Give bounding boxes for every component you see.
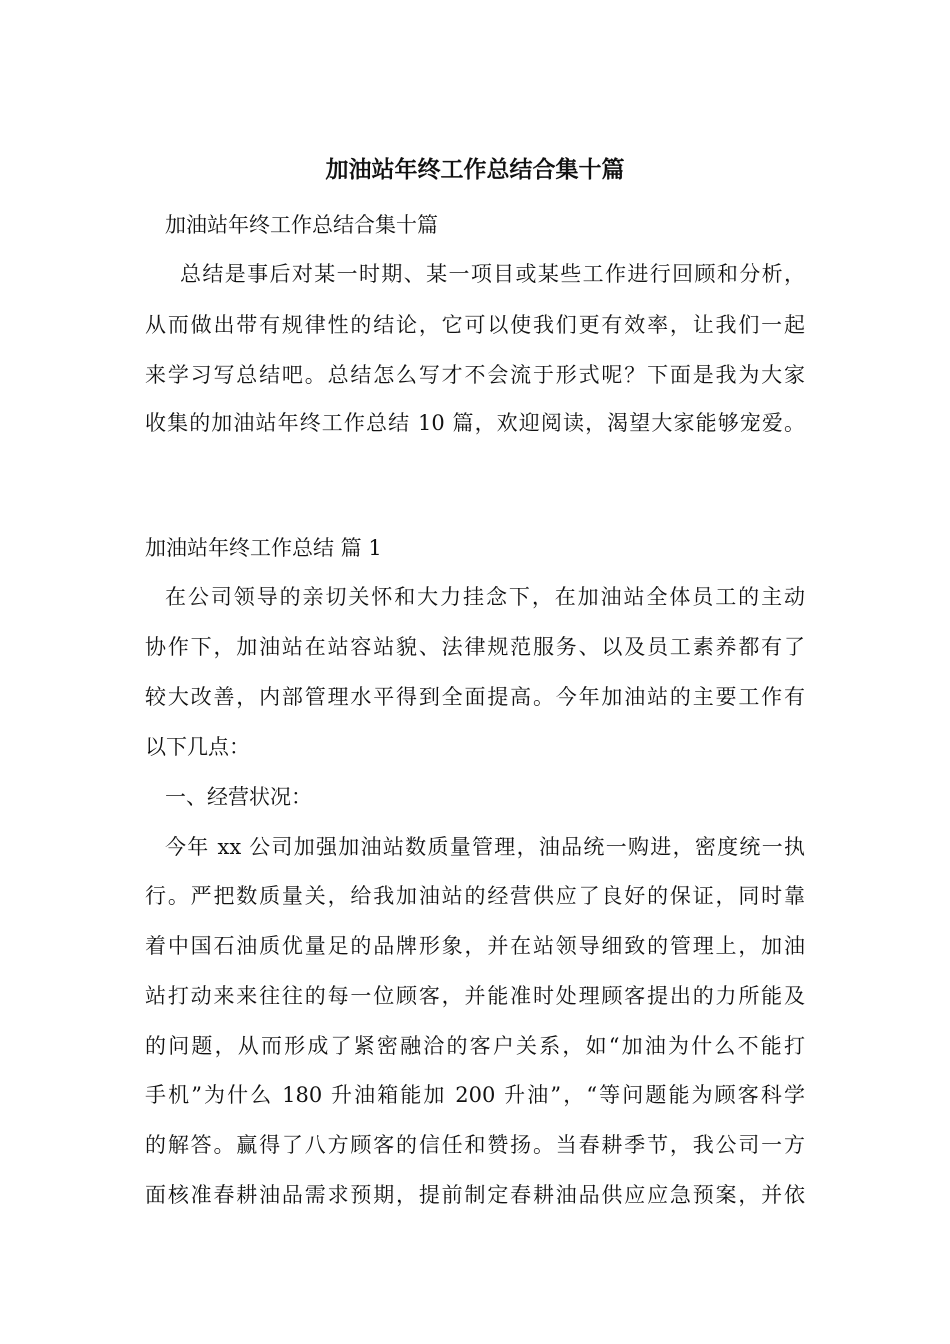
para1-line-3: 较大改善，内部管理水平得到全面提高。今年加油站的主要工作有 [145, 685, 805, 709]
para2-line-5: 的问题，从而形成了紧密融洽的客户关系，如“加油为什么不能打 [145, 1034, 805, 1058]
para1-line-2: 协作下，加油站在站容站貌、法律规范服务、以及员工素养都有了 [145, 635, 805, 659]
para2-line-3: 着中国石油质优量足的品牌形象，并在站领导细致的管理上，加油 [145, 934, 805, 958]
para2-line-6: 手机”为什么 180 升油箱能加 200 升油”，“等问题能为顾客科学 [145, 1083, 805, 1107]
section-heading: 加油站年终工作总结 篇 1 [145, 536, 382, 560]
document-title: 加油站年终工作总结合集十篇 [325, 157, 625, 183]
subheading: 一、经营状况： [165, 785, 312, 809]
intro-line-2: 从而做出带有规律性的结论，它可以使我们更有效率，让我们一起 [145, 313, 805, 337]
para2-line-1: 今年 xx 公司加强加油站数质量管理，油品统一购进，密度统一执 [165, 835, 805, 859]
document-subtitle: 加油站年终工作总结合集十篇 [165, 213, 438, 237]
intro-line-1: 总结是事后对某一时期、某一项目或某些工作进行回顾和分析， [180, 262, 805, 286]
para2-line-2: 行。严把数质量关，给我加油站的经营供应了良好的保证，同时靠 [145, 884, 805, 908]
para2-line-8: 面核准春耕油品需求预期，提前制定春耕油品供应应急预案，并依 [145, 1183, 805, 1207]
para2-line-4: 站打动来来往往的每一位顾客，并能准时处理顾客提出的力所能及 [145, 984, 805, 1008]
intro-line-3: 来学习写总结吧。总结怎么写才不会流于形式呢？下面是我为大家 [145, 363, 805, 387]
para1-line-4: 以下几点： [145, 735, 250, 759]
intro-line-4: 收集的加油站年终工作总结 10 篇，欢迎阅读，渴望大家能够宠爱。 [145, 411, 805, 435]
para2-line-7: 的解答。赢得了八方顾客的信任和赞扬。当春耕季节，我公司一方 [145, 1133, 805, 1157]
para1-line-1: 在公司领导的亲切关怀和大力挂念下，在加油站全体员工的主动 [165, 585, 805, 609]
